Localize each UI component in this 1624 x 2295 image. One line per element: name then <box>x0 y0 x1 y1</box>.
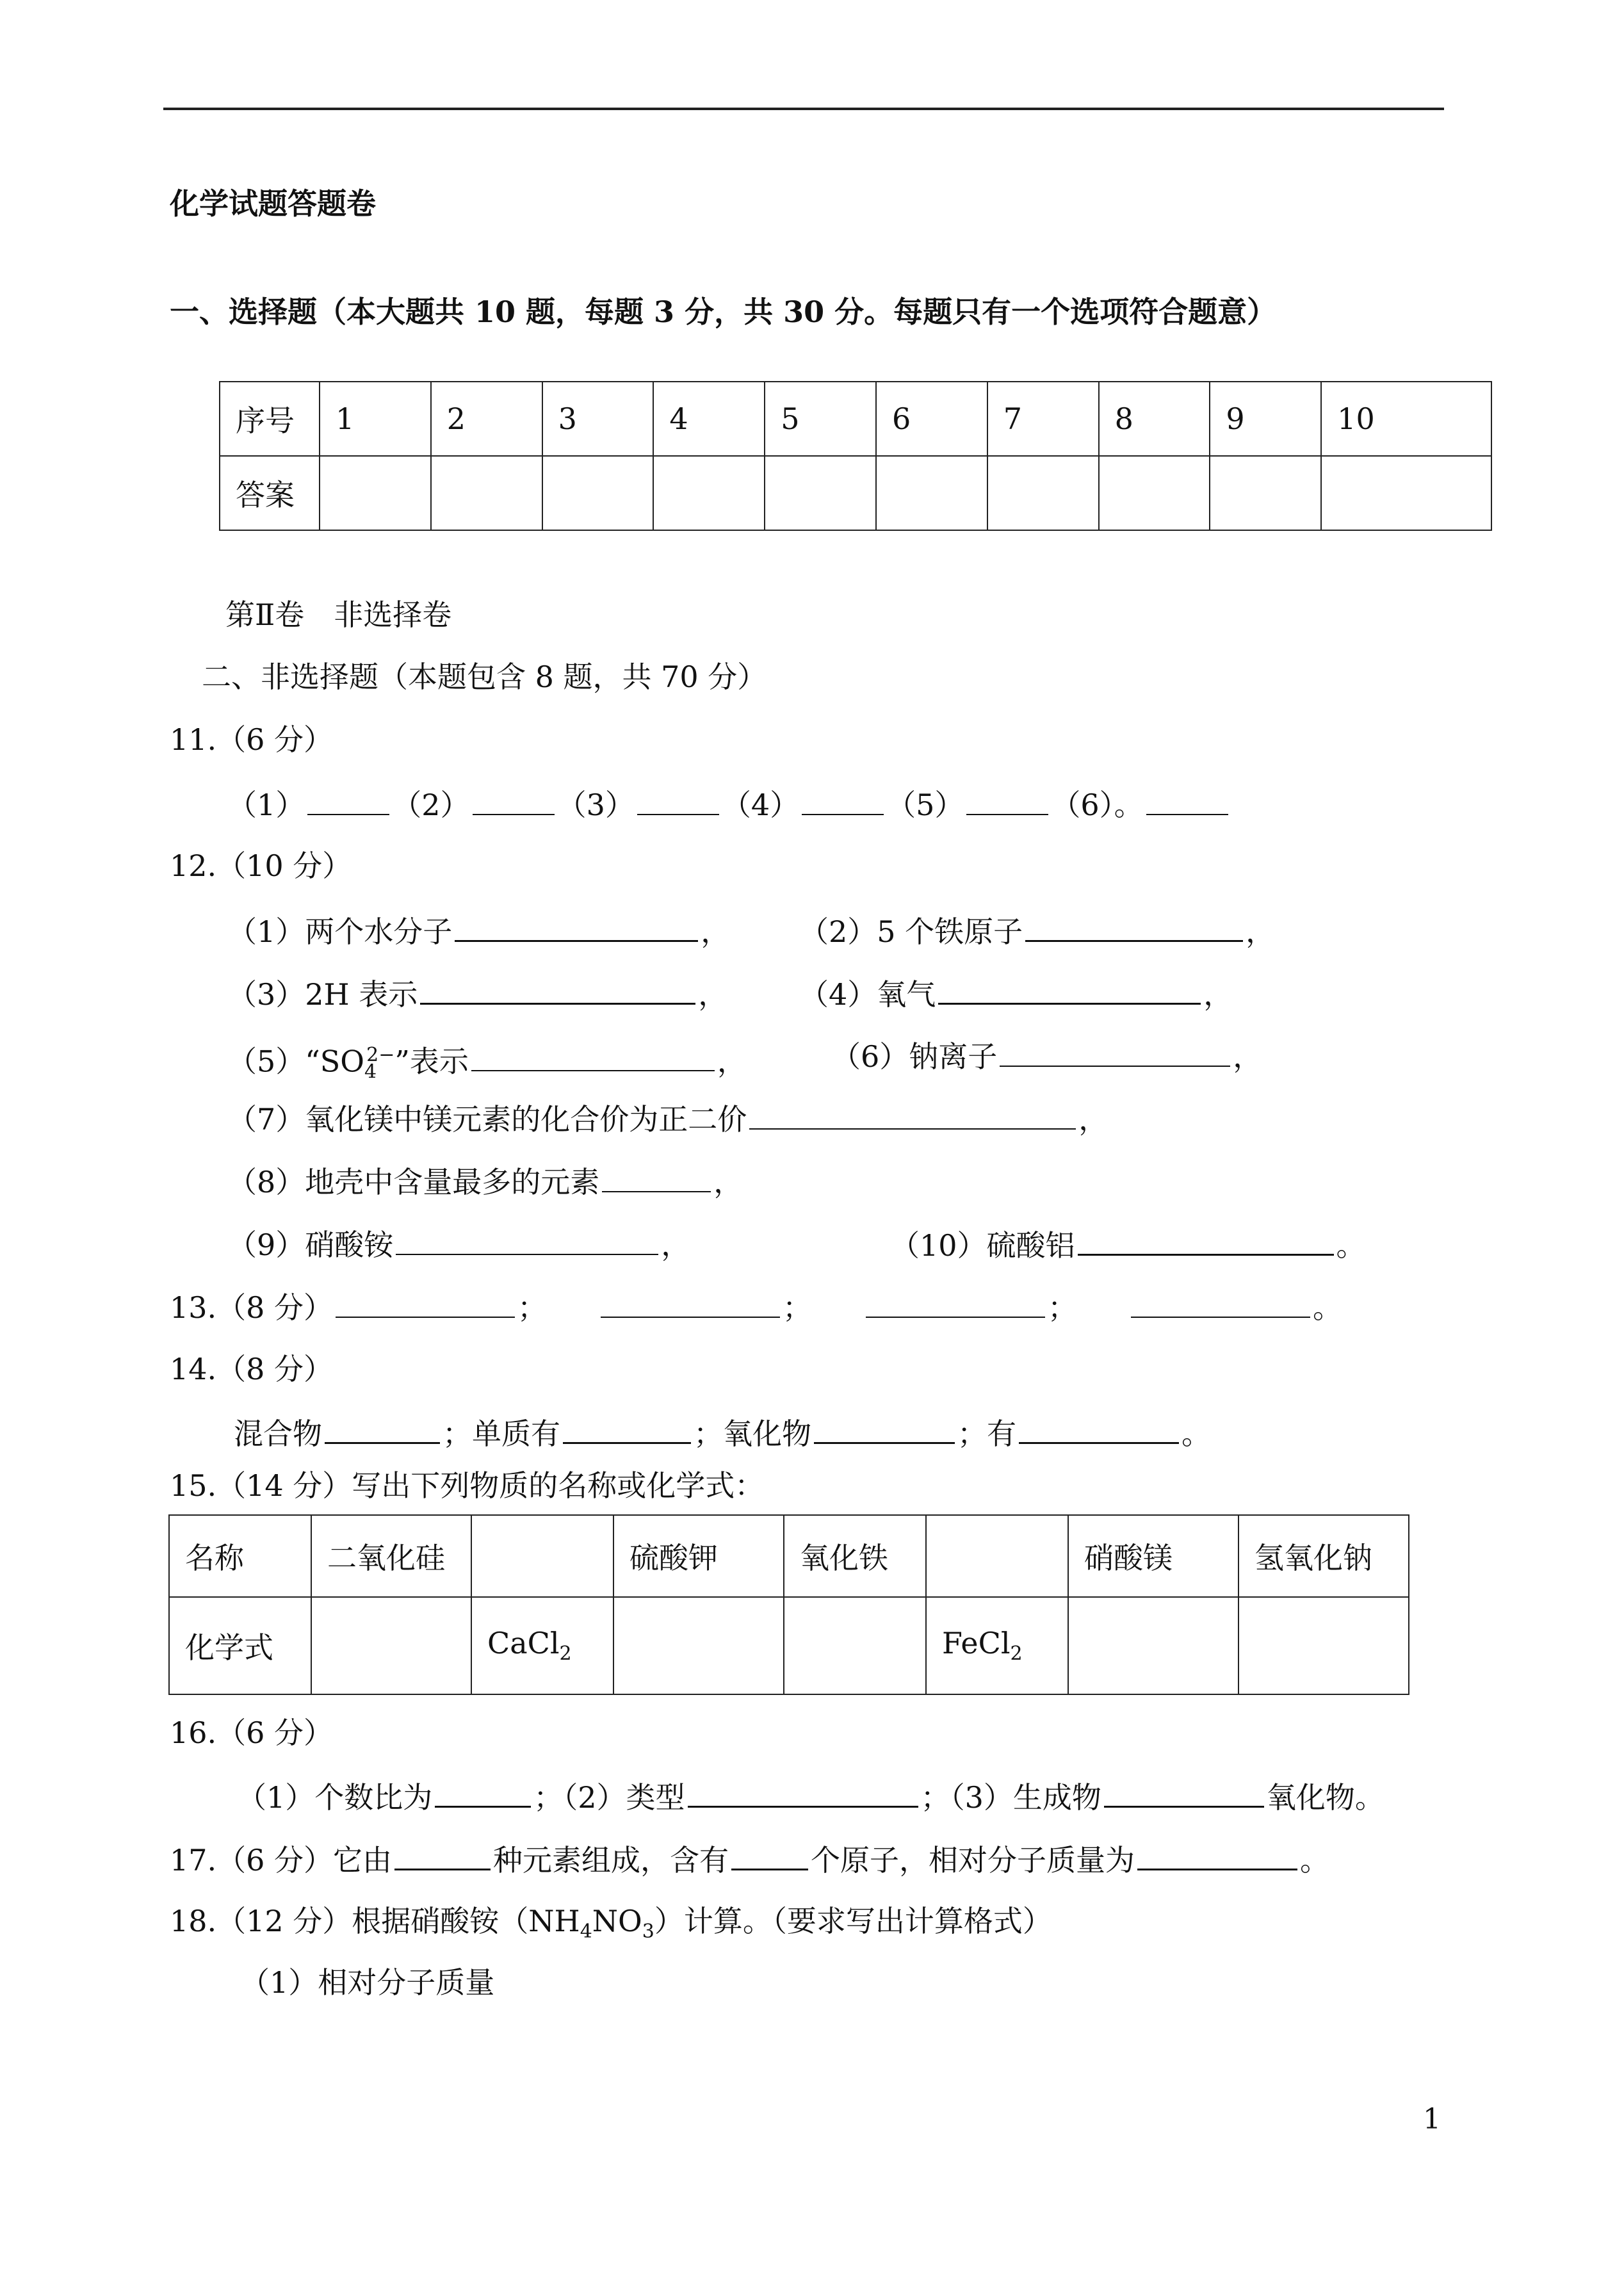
section2-heading: 二、非选择题（本题包含 8 题，共 70 分） <box>202 660 767 694</box>
q16-label: 16.（6 分） <box>170 1715 334 1750</box>
q14-blank[interactable] <box>325 1413 440 1444</box>
page-number: 1 <box>1423 2103 1441 2136</box>
q12-blank-10[interactable] <box>1078 1224 1334 1256</box>
q16-blank[interactable] <box>435 1776 531 1808</box>
question-number-cell: 1 <box>320 382 431 456</box>
q11-answers <box>227 784 1231 824</box>
q12-item-8: （8）地壳中含量最多的元素 ， <box>227 1162 743 1201</box>
q12-blank-2[interactable] <box>1025 911 1243 942</box>
question-number-cell: 10 <box>1321 382 1491 456</box>
question-number-cell: 4 <box>653 382 765 456</box>
q13-blank[interactable] <box>601 1287 780 1318</box>
q13-blank[interactable] <box>1131 1287 1310 1318</box>
name-cell: 硫酸钾 <box>613 1515 784 1597</box>
q12-blank-4[interactable] <box>938 973 1201 1005</box>
q12-item-4: （4）氧气 ， <box>799 973 1233 1014</box>
formula-cell-blank[interactable] <box>784 1597 926 1694</box>
q12-blank-3[interactable] <box>420 973 695 1005</box>
q13-blank[interactable] <box>866 1287 1045 1318</box>
q11-item-4: （4） <box>721 788 800 822</box>
q11-label: 11.（6 分） <box>170 722 334 757</box>
q14-line: 混合物 ；单质有 ；氧化物 ；有 。 <box>234 1413 1211 1453</box>
formula-row-label: 化学式 <box>169 1597 311 1694</box>
q14-blank[interactable] <box>563 1413 691 1444</box>
q12-item-3: （3）2H 表示 ， <box>227 973 727 1014</box>
q12-item-2: （2）5 个铁原子 ， <box>799 911 1275 951</box>
q11-blank[interactable] <box>307 784 389 815</box>
name-cell-blank[interactable] <box>471 1515 613 1597</box>
row-label-answer: 答案 <box>220 456 320 530</box>
section1-heading: 一、选择题（本大题共 10 题，每题 3 分，共 30 分。每题只有一个选项符合题意） <box>170 295 1277 329</box>
q14-blank[interactable] <box>1019 1413 1179 1444</box>
q17-blank[interactable] <box>731 1839 808 1870</box>
q18-item-1: （1）相对分子质量 <box>240 1965 495 2000</box>
formula-cell-blank[interactable] <box>311 1597 471 1694</box>
q11-blank[interactable] <box>637 784 719 815</box>
q12-label: 12.（10 分） <box>170 848 352 883</box>
q12-blank-8[interactable] <box>602 1162 711 1192</box>
q12-blank-6[interactable] <box>1000 1036 1230 1067</box>
formula-cell: FeCl$_2$ <box>926 1597 1068 1694</box>
q12-item-10: （10）硫酸铝 。 <box>890 1224 1366 1265</box>
q12-blank-5[interactable] <box>471 1041 715 1071</box>
q12-blank-1[interactable] <box>455 911 698 942</box>
q13-line: 13.（8 分） ； ； ； 。 <box>170 1287 1342 1327</box>
page-title: 化学试题答题卷 <box>170 186 376 221</box>
q11-blank[interactable] <box>802 784 884 815</box>
question-number-cell: 2 <box>431 382 542 456</box>
question-number-cell: 3 <box>542 382 654 456</box>
name-cell: 二氧化硅 <box>311 1515 471 1597</box>
name-cell: 硝酸镁 <box>1068 1515 1238 1597</box>
q11-item-1: （1） <box>227 788 305 822</box>
q11-blank[interactable] <box>966 784 1048 815</box>
question-number-cell: 6 <box>876 382 987 456</box>
q18-line: 18.（12 分）根据硝酸铵$(NH_4NO_3)$计算。（要求写出计算格式） <box>170 1904 1052 1943</box>
question-number-cell: 8 <box>1099 382 1210 456</box>
q17-blank[interactable] <box>1137 1839 1297 1870</box>
answer-cell[interactable] <box>765 456 876 530</box>
formula-cell: CaCl$_2$ <box>471 1597 613 1694</box>
question-number-cell: 7 <box>987 382 1099 456</box>
answer-cell[interactable] <box>431 456 542 530</box>
q11-item-3: （3） <box>556 788 635 822</box>
name-cell-blank[interactable] <box>926 1515 1068 1597</box>
q12-blank-9[interactable] <box>396 1224 658 1255</box>
formula-cell-blank[interactable] <box>1238 1597 1409 1694</box>
answer-cell[interactable] <box>1321 456 1491 530</box>
q11-blank[interactable] <box>1146 784 1228 815</box>
q12-item-6: （6）钠离子 ， <box>831 1036 1262 1076</box>
q11-item-6: （6）。 <box>1051 788 1144 822</box>
q11-blank[interactable] <box>473 784 555 815</box>
question-number-cell: 9 <box>1210 382 1321 456</box>
q12-item-5: $(5)“SO_4^{2-}$”表示 ， <box>227 1036 747 1092</box>
row-label-number: 序号 <box>220 382 320 456</box>
formula-cell-blank[interactable] <box>613 1597 784 1694</box>
answer-cell[interactable] <box>542 456 654 530</box>
volume-heading: 第Ⅱ卷 非选择卷 <box>225 597 452 632</box>
answer-cell[interactable] <box>320 456 431 530</box>
q12-item-1: （1）两个水分子 ， <box>227 911 730 951</box>
q15-label: 15.（14 分）写出下列物质的名称或化学式： <box>170 1468 765 1503</box>
top-rule <box>163 108 1444 110</box>
name-cell: 氧化铁 <box>784 1515 926 1597</box>
q16-line: （1）个数比为 ；（2）类型 ；（3）生成物 氧化物。 <box>237 1776 1384 1817</box>
answer-cell[interactable] <box>1210 456 1321 530</box>
q15-table <box>168 1514 1409 1695</box>
name-row-label: 名称 <box>169 1515 311 1597</box>
q12-blank-7[interactable] <box>749 1099 1076 1130</box>
choice-answer-table <box>219 381 1492 531</box>
name-cell: 氢氧化钠 <box>1238 1515 1409 1597</box>
answer-cell[interactable] <box>987 456 1099 530</box>
q11-item-5: （5） <box>886 788 964 822</box>
q16-blank[interactable] <box>1104 1776 1264 1808</box>
q14-blank[interactable] <box>814 1413 955 1444</box>
answer-cell[interactable] <box>876 456 987 530</box>
q13-blank[interactable] <box>336 1287 515 1318</box>
answer-cell[interactable] <box>653 456 765 530</box>
q16-blank[interactable] <box>688 1776 918 1808</box>
q13-label: 13.（8 分） <box>170 1290 334 1325</box>
answer-cell[interactable] <box>1099 456 1210 530</box>
q12-item-9: （9）硝酸铵 ， <box>227 1224 690 1264</box>
q11-item-2: （2） <box>392 788 470 822</box>
q17-blank[interactable] <box>394 1839 491 1870</box>
formula-cell-blank[interactable] <box>1068 1597 1238 1694</box>
question-number-cell: 5 <box>765 382 876 456</box>
q12-item-7: （7）氧化镁中镁元素的化合价为正二价 ， <box>227 1099 1108 1139</box>
q14-label: 14.（8 分） <box>170 1352 334 1386</box>
q17-line: 17.（6 分）它由 种元素组成，含有 个原子，相对分子质量为 。 <box>170 1839 1329 1879</box>
